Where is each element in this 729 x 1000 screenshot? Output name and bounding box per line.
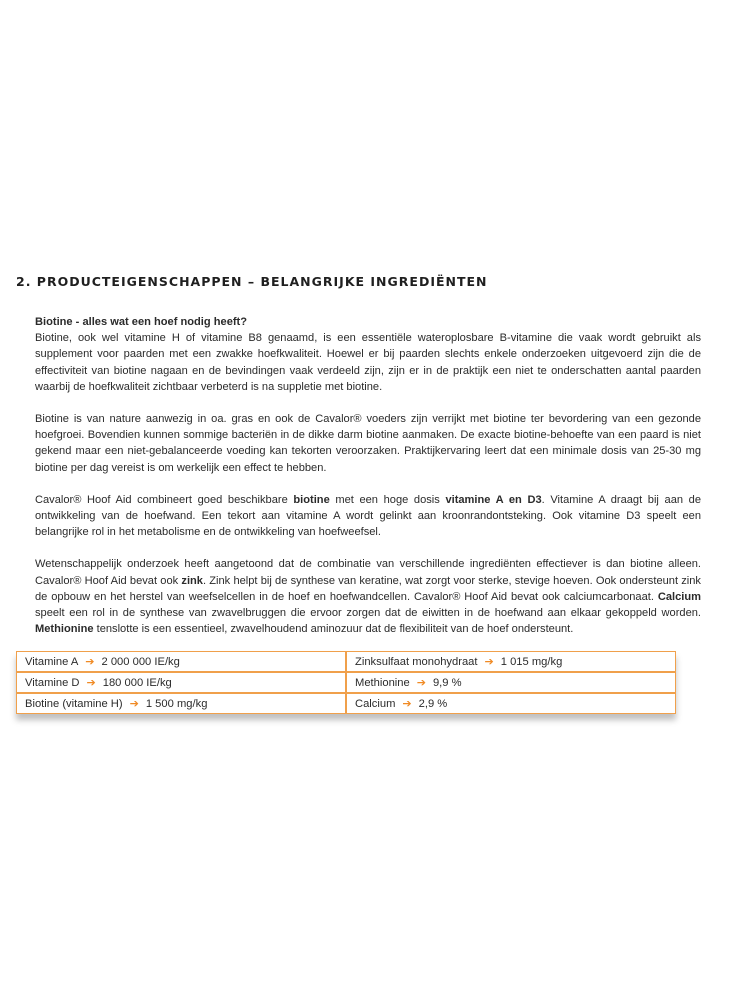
ingredient-cell xyxy=(346,651,676,672)
arrow-right-icon: ➔ xyxy=(86,677,96,689)
arrow-right-icon: ➔ xyxy=(402,698,412,710)
p3-text-c: met een hoge dosis xyxy=(329,493,446,506)
p4-bold-zink: zink xyxy=(181,574,203,587)
ingredient-name: Calcium xyxy=(355,697,396,710)
ingredient-name: Vitamine D xyxy=(25,676,80,689)
arrow-right-icon: ➔ xyxy=(85,656,95,668)
p4-text-e: tenslotte is een essentieel, zwavelhoudend aminozuur dat de flexibiliteit van de hoef ondersteunt. xyxy=(93,623,574,636)
p4-text-a: Wetenschappelijk onderzoek heeft aangetoond dat de combinatie van verschillende ingrediënten effectiever is dan biotine alleen. Cavalor® Hoof Aid bevat ook xyxy=(35,558,701,587)
paragraph-2: Biotine is van nature aanwezig in oa. gras en ook de Cavalor® voeders zijn verrijkt met biotine ter bevordering van een gezonde hoefgroei. Bovendien kunnen sommige bacteriën in de dikke darm biotine aanmaken. De exacte biotine-behoefte van een paard is niet gekend maar een niet-gebalanceerde voeding kan tekorten veroorzaken. Praktijkervaring leert dat een minimale dosis van 25-30 mg biotine per dag vereist is om werkelijk een effect te hebben. xyxy=(35,413,701,474)
ingredient-cell xyxy=(16,672,346,693)
p4-bold-calcium: Calcium xyxy=(657,590,701,603)
ingredient-value: 180 000 IE/kg xyxy=(102,676,172,689)
p4-text-c: . Zink helpt bij de synthese van keratine, wat zorgt voor sterke, stevige hoeven. Ook ondersteunt zink de opbouw en het herstel van weefselcellen in de hoef en hoefwandcellen. Cavalor® Hoof Aid bevat ook calciumcarbonaat. xyxy=(35,574,701,603)
body-text xyxy=(35,314,701,637)
ingredient-value: 2,9 % xyxy=(418,697,448,710)
section-title: 2. PRODUCTEIGENSCHAPPEN – BELANGRIJKE INGREDIËNTEN xyxy=(16,274,488,289)
p4-text-d: speelt een rol in de synthese van zwavelbruggen die ervoor zorgen dat de eiwitten in de hoefwand aan elkaar gekoppeld worden. xyxy=(35,607,701,620)
ingredient-name: Methionine xyxy=(355,676,410,689)
ingredient-value: 1 015 mg/kg xyxy=(500,655,563,668)
paragraph-4 xyxy=(35,556,701,637)
ingredient-name: Vitamine A xyxy=(25,655,79,668)
ingredient-name: Zinksulfaat monohydraat xyxy=(355,655,478,668)
p3-text-a: Cavalor® Hoof Aid combineert goed beschikbare xyxy=(35,493,294,506)
ingredient-value: 2 000 000 IE/kg xyxy=(101,655,180,668)
p3-bold-biotine: biotine xyxy=(293,493,330,506)
ingredients-table xyxy=(16,651,676,714)
ingredient-cell xyxy=(346,693,676,714)
ingredient-cell xyxy=(346,672,676,693)
p4-bold-methionine: Methionine xyxy=(35,623,94,636)
p3-bold-vitamins: vitamine A en D3 xyxy=(445,493,542,506)
subheading: Biotine - alles wat een hoef nodig heeft? xyxy=(35,316,248,328)
ingredient-value: 1 500 mg/kg xyxy=(145,697,208,710)
ingredient-value: 9,9 % xyxy=(432,676,462,689)
arrow-right-icon: ➔ xyxy=(416,677,426,689)
p3-text-d: . Vitamine A draagt bij aan de ontwikkeling van de hoefwand. Een tekort aan vitamine A wordt gelinkt aan kroonrandontsteking. Ook vitamine D3 speelt een belangrijke rol in het metabolisme en de ontwikkeling van hoefweefsel. xyxy=(35,493,701,539)
ingredient-cell xyxy=(16,693,346,714)
ingredient-name: Biotine (vitamine H) xyxy=(25,697,123,710)
arrow-right-icon: ➔ xyxy=(484,656,494,668)
paragraph-3 xyxy=(35,492,701,541)
ingredient-cell xyxy=(16,651,346,672)
arrow-right-icon: ➔ xyxy=(129,698,139,710)
paragraph-1: Biotine, ook wel vitamine H of vitamine B8 genaamd, is een essentiële wateroplosbare B-vitamine die vaak wordt gebruikt als supplement voor paarden met een zwakke hoefkwaliteit. Hoewel er bij paarden slechts enkele onderzoeken uitgevoerd zijn die de effectiviteit van biotine nagaan en de bevindingen vaak verdeeld zijn, zijn er in de praktijk een niet te onderschatten aantal paarden waarbij de hoefkwaliteit zichtbaar verbeterd is na suppletie met biotine. xyxy=(35,332,701,393)
